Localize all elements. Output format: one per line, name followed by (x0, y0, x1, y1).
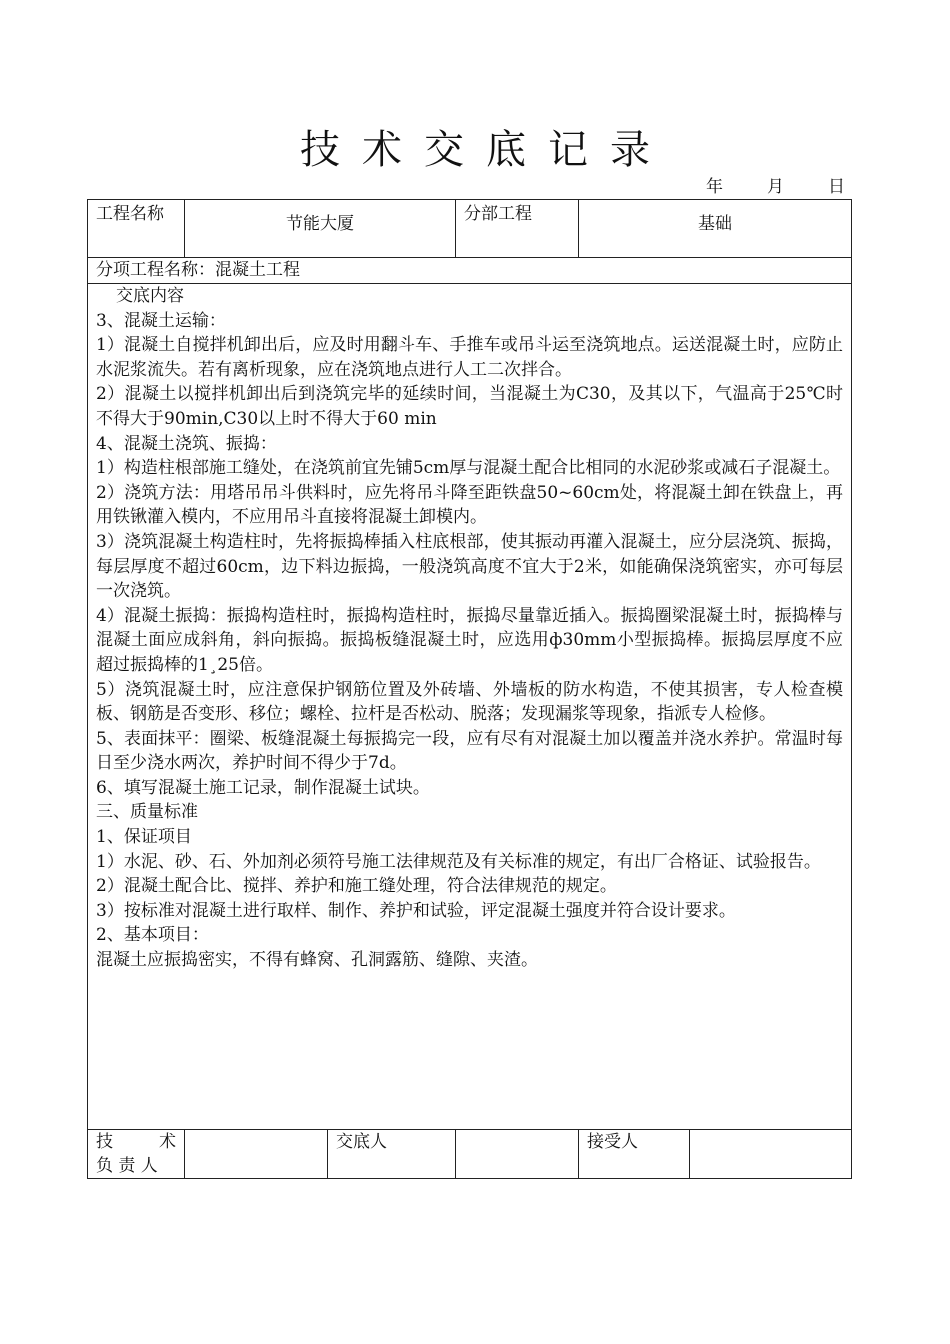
content-heading: 交底内容 (116, 286, 184, 306)
tech-lead-signature-field[interactable] (185, 1130, 328, 1179)
content-line: 2）浇筑方法：用塔吊吊斗供料时，应先将吊斗降至距铁盘50~60cm处，将混凝土卸在铁盘上，再用铁锹灌入模内，不应用吊斗直接将混凝土卸模内。 (96, 482, 843, 528)
content-line: 3）按标准对混凝土进行取样、制作、养护和试验，评定混凝土强度并符合设计要求。 (96, 900, 736, 921)
content-line: 6、填写混凝土施工记录，制作混凝土试块。 (96, 777, 430, 798)
date-month: 月 (767, 177, 784, 197)
content-line: 4、混凝土浇筑、振捣： (96, 433, 277, 454)
content-line: 3、混凝土运输： (96, 310, 226, 331)
header-row (88, 200, 852, 258)
project-name-label: 工程名称 (88, 200, 185, 258)
subproject-name: 分项工程名称：混凝土工程 (88, 258, 852, 284)
content-line: 3）浇筑混凝土构造柱时，先将振捣棒插入柱底根部，使其振动再灌入混凝土，应分层浇筑、振捣，每层厚度不超过60cm，边下料边振捣，一般浇筑高度不宜大于2米，如能确保浇筑密实，亦可每层一次浇筑。 (96, 531, 843, 602)
discloser-signature-field[interactable] (456, 1130, 579, 1179)
content-line: 4）混凝土振捣：振捣构造柱时，振捣构造柱时，振捣尽量靠近插入。振捣圈梁混凝土时，振捣棒与混凝土面应成斜角，斜向振捣。振捣板缝混凝土时，应选用ф30mm小型振捣棒。振捣层厚度不应超过振捣棒的1¸25倍。 (96, 605, 843, 675)
disclosure-content (88, 284, 852, 1130)
date-line (706, 176, 845, 198)
content-line: 1）构造柱根部施工缝处，在浇筑前宜先铺5cm厚与混凝土配合比相同的水泥砂浆或减石子混凝土。 (96, 458, 841, 479)
date-day: 日 (828, 177, 845, 197)
receiver-label: 接受人 (579, 1130, 690, 1179)
content-line: 2）混凝土配合比、搅拌、养护和施工缝处理，符合法律规范的规定。 (96, 876, 617, 897)
content-line: 混凝土应振捣密实，不得有蜂窝、孔洞露筋、缝隙、夹渣。 (96, 950, 538, 971)
discloser-label: 交底人 (328, 1130, 456, 1179)
division-value: 基础 (579, 200, 852, 258)
content-line: 1）混凝土自搅拌机卸出后，应及时用翻斗车、手推车或吊斗运至浇筑地点。运送混凝土时，应防止水泥浆流失。若有离析现象，应在浇筑地点进行人工二次拌合。 (96, 335, 843, 380)
content-line: 1、保证项目 (96, 827, 192, 848)
content-line: 5、表面抹平：圈梁、板缝混凝土每振捣完一段，应有尽有对混凝土加以覆盖并浇水养护。常温时每日至少浇水两次，养护时间不得少于7d。 (96, 728, 843, 774)
record-table (87, 199, 852, 1179)
content-line: 2、基本项目： (96, 925, 209, 946)
project-name-value: 节能大厦 (185, 200, 456, 258)
content-line: 1）水泥、砂、石、外加剂必须符号施工法律规范及有关标准的规定，有出厂合格证、试验报告。 (96, 851, 821, 872)
content-line: 三、质量标准 (96, 802, 198, 823)
signature-row (88, 1130, 852, 1179)
date-year: 年 (706, 177, 723, 197)
content-row (88, 284, 852, 1130)
document-title: 技术交底记录 (300, 127, 672, 173)
content-line: 2）混凝土以搅拌机卸出后到浇筑完毕的延续时间，当混凝土为C30，及其以下，气温高于25℃时不得大于90min,C30以上时不得大于60 min (96, 384, 843, 429)
receiver-signature-field[interactable] (690, 1130, 852, 1179)
subproject-row (88, 258, 852, 284)
tech-lead-label: 技 术 负 责 人 (88, 1130, 185, 1179)
content-line: 5）浇筑混凝土时，应注意保护钢筋位置及外砖墙、外墙板的防水构造，不使其损害，专人检查模板、钢筋是否变形、移位；螺栓、拉杆是否松动、脱落；发现漏浆等现象，指派专人检修。 (96, 679, 843, 725)
division-label: 分部工程 (456, 200, 579, 258)
